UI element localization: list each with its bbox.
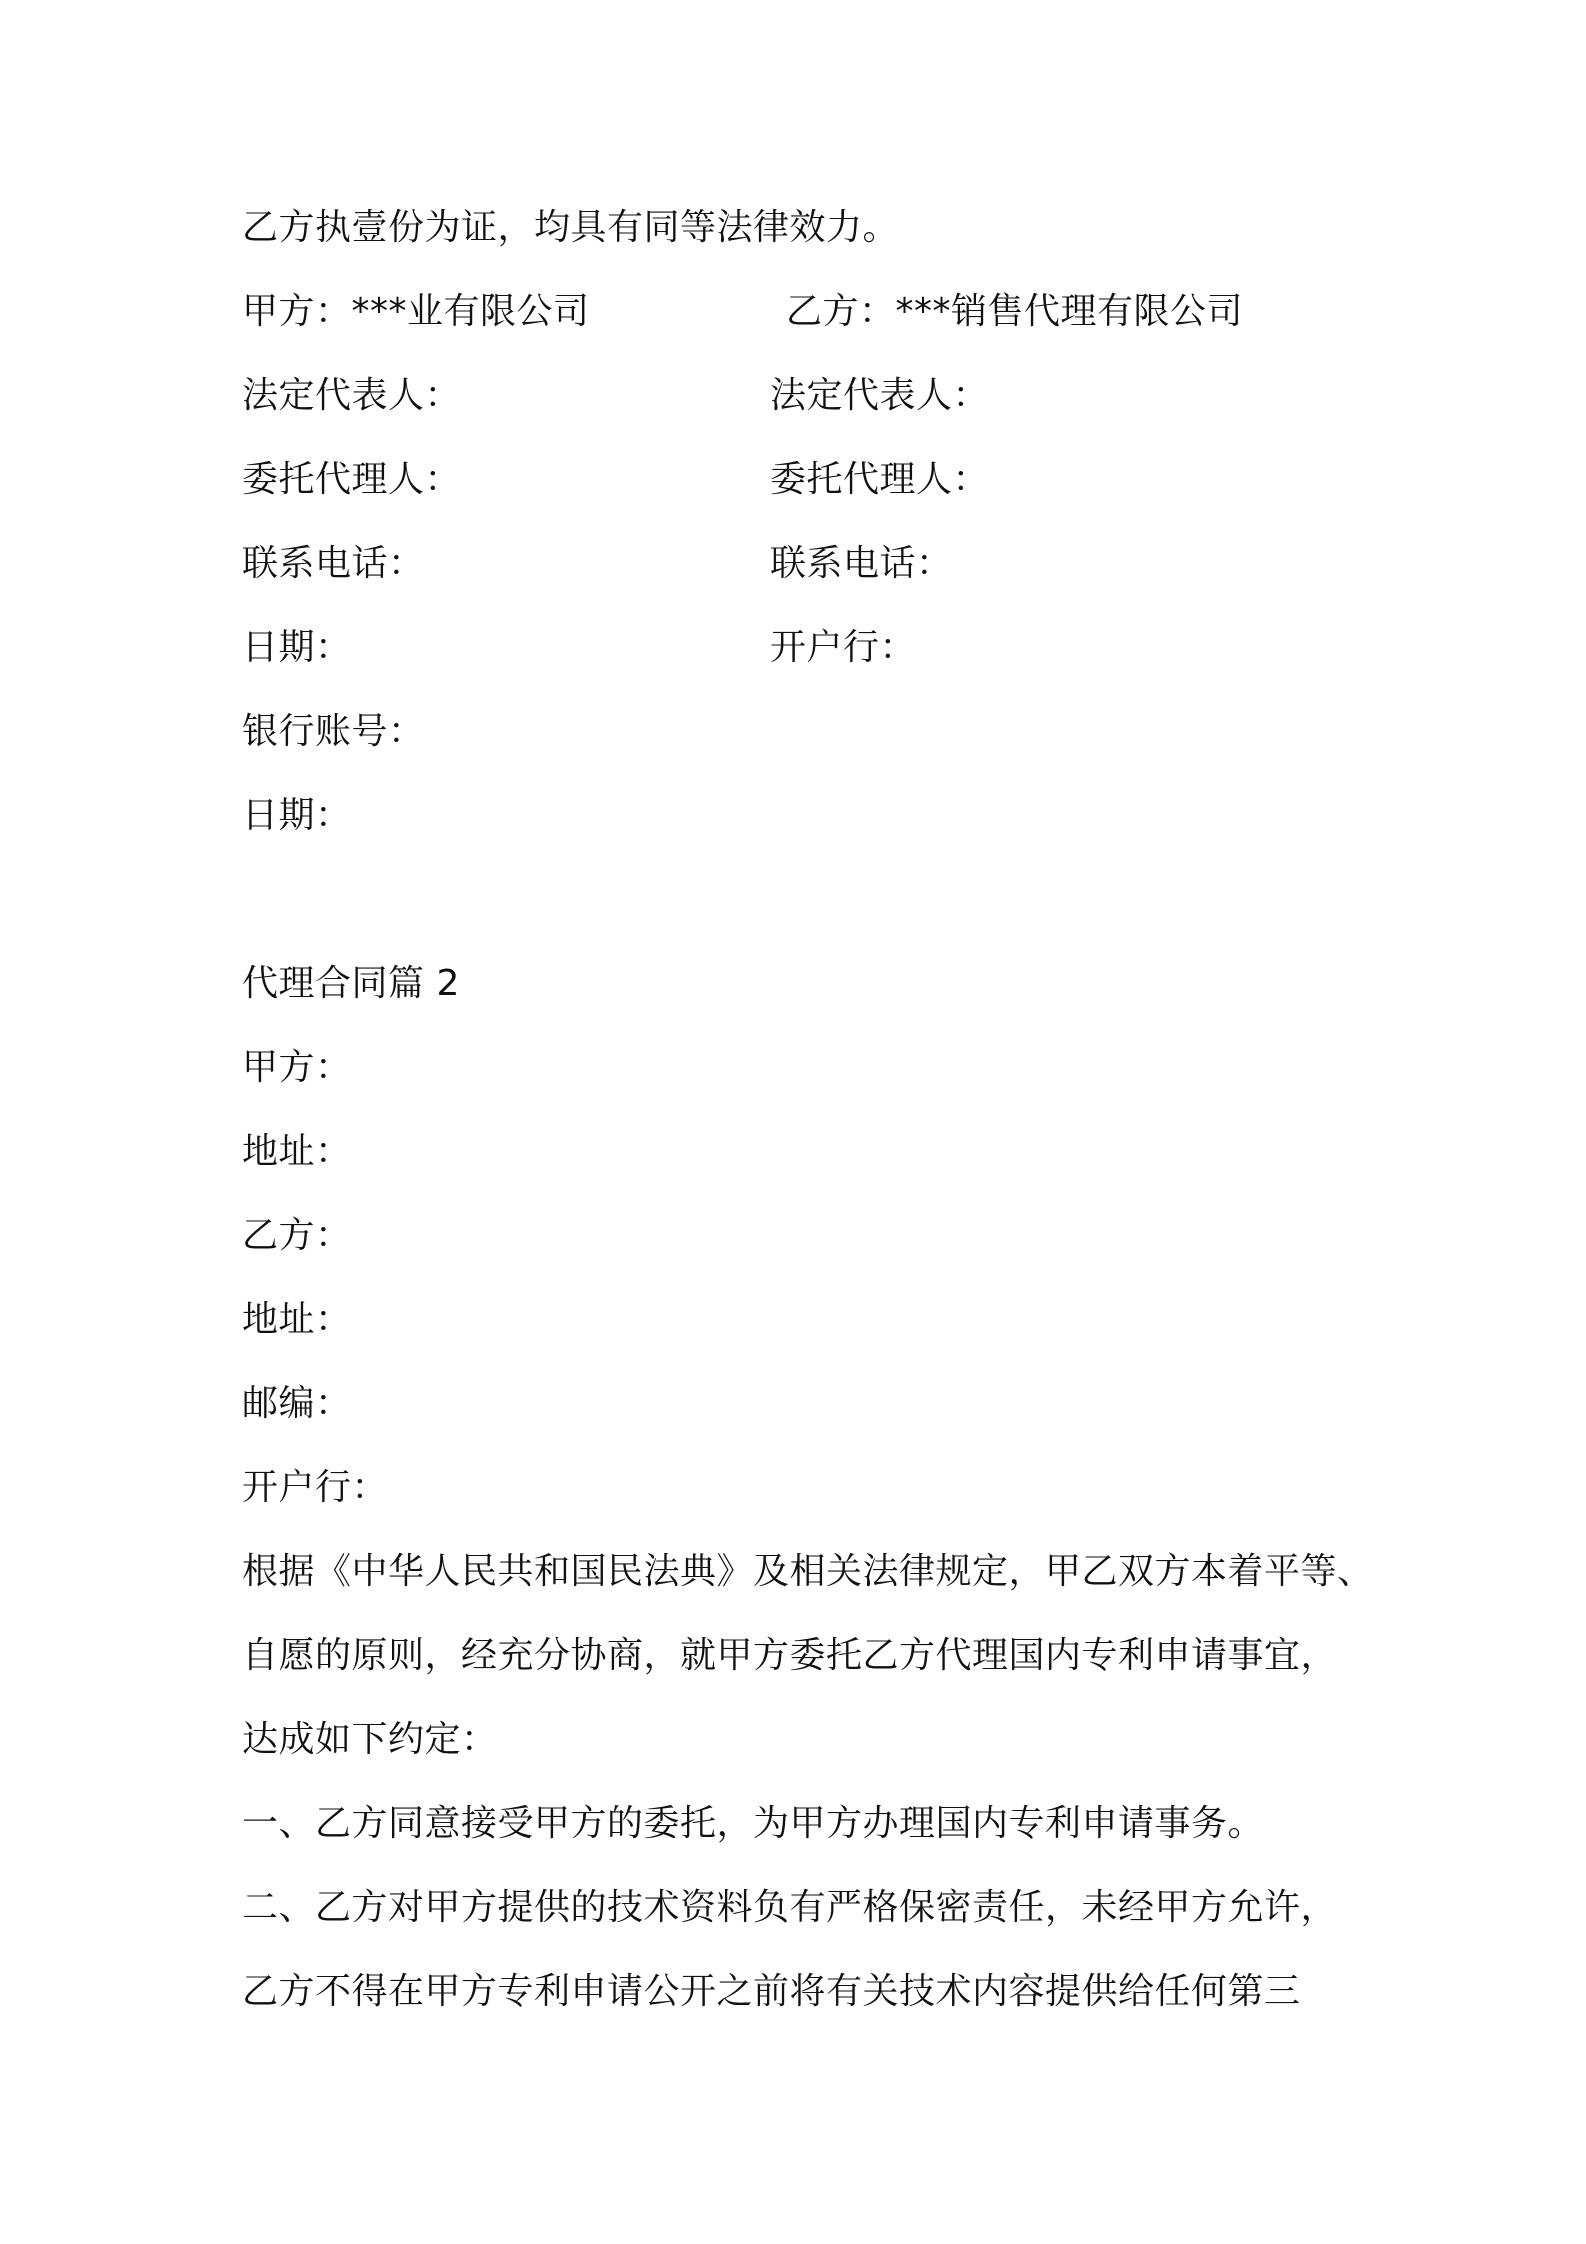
address-b-label: 地址： xyxy=(242,1299,352,1340)
preamble-line: 自愿的原则，经充分协商，就甲方委托乙方代理国内专利申请事宜， xyxy=(242,1635,1338,1676)
clause-line: 二、乙方对甲方提供的技术资料负有严格保密责任，未经甲方允许， xyxy=(242,1887,1338,1928)
section-title: 代理合同篇 2 xyxy=(242,963,460,1004)
party-b-date: 日期： xyxy=(242,795,352,836)
party-a-company: 甲方：***业有限公司 xyxy=(242,291,590,332)
preamble-line: 根据《中华人民共和国民法典》及相关法律规定，甲乙双方本着平等、 xyxy=(242,1551,1374,1592)
party-a-legal-rep: 法定代表人： xyxy=(242,375,462,416)
closing-line: 乙方执壹份为证，均具有同等法律效力。 xyxy=(242,207,900,248)
party-b-company: 乙方：***销售代理有限公司 xyxy=(786,291,1244,332)
party-a-date: 日期： xyxy=(242,627,352,668)
party-a-label: 甲方： xyxy=(242,1047,352,1088)
party-b-label: 乙方： xyxy=(242,1215,352,1256)
party-a-agent: 委托代理人： xyxy=(242,459,462,500)
party-a-phone: 联系电话： xyxy=(242,543,425,584)
party-b-bank: 开户行： xyxy=(770,627,917,668)
preamble-line: 达成如下约定： xyxy=(242,1719,498,1760)
party-b-legal-rep: 法定代表人： xyxy=(770,375,990,416)
clause-line: 乙方不得在甲方专利申请公开之前将有关技术内容提供给任何第三 xyxy=(242,1971,1301,2012)
party-b-agent: 委托代理人： xyxy=(770,459,990,500)
bank-label: 开户行： xyxy=(242,1467,389,1508)
party-b-account: 银行账号： xyxy=(242,711,425,752)
address-a-label: 地址： xyxy=(242,1131,352,1172)
postcode-label: 邮编： xyxy=(242,1383,352,1424)
party-b-phone: 联系电话： xyxy=(770,543,953,584)
clause-line: 一、乙方同意接受甲方的委托，为甲方办理国内专利申请事务。 xyxy=(242,1803,1265,1844)
